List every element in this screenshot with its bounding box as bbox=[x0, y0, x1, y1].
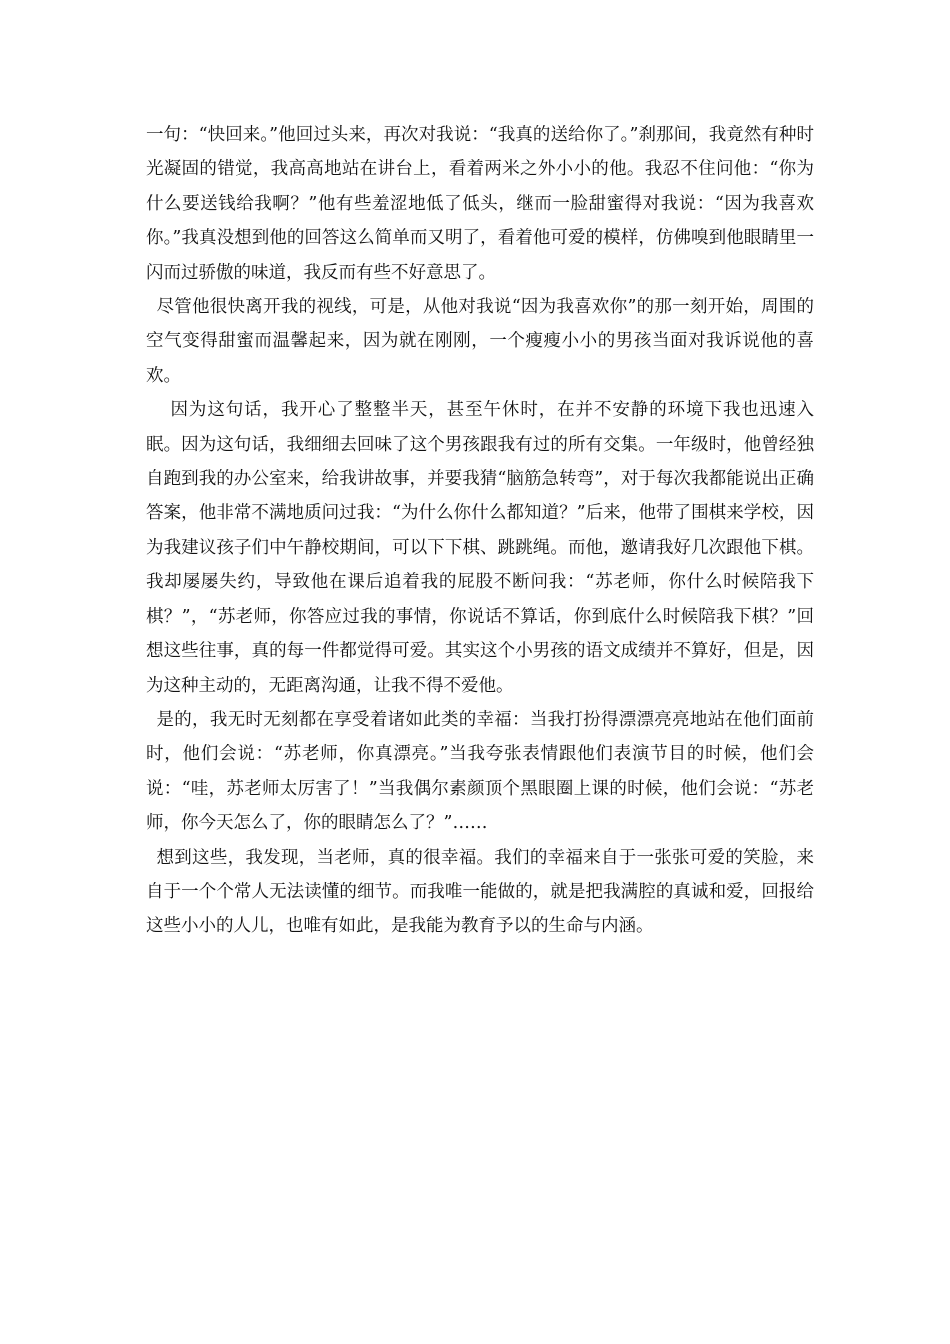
paragraph-3: 因为这句话，我开心了整整半天，甚至午休时，在并不安静的环境下我也迅速入眠。因为这句话，我细细去回味了这个男孩跟我有过的所有交集。一年级时，他曾经独自跑到我的办公室来，给我讲故事，并要我猜“脑筋急转弯”，对于每次我都能说出正确答案，他非常不满地质问过我：“为什么你什么都知道？”后来，他带了围棋来学校，因为我建议孩子们中午静校期间，可以下下棋、跳跳绳。而他，邀请我好几次跟他下棋。我却屡屡失约，导致他在课后追着我的屁股不断问我：“苏老师，你什么时候陪我下棋？”，“苏老师，你答应过我的事情，你说话不算话，你到底什么时候陪我下棋？”回想这些往事，真的每一件都觉得可爱。其实这个小男孩的语文成绩并不算好，但是，因为这种主动的，无距离沟通，让我不得不爱他。 bbox=[146, 400, 814, 696]
paragraph-1: 一句：“快回来。”他回过头来，再次对我说：“我真的送给你了。”刹那间，我竟然有种时光凝固的错觉，我高高地站在讲台上，看着两米之外小小的他。我忍不住问他：“你为什么要送钱给我啊？”他有些羞涩地低了低头，继而一脸甜蜜得对我说：“因为我喜欢你。”我真没想到他的回答这么简单而又明了，看着他可爱的模样，仿佛嗅到他眼睛里一闪而过骄傲的味道，我反而有些不好意思了。 bbox=[146, 125, 814, 283]
paragraph-5: 想到这些，我发现，当老师，真的很幸福。我们的幸福来自于一张张可爱的笑脸，来自于一个个常人无法读懂的细节。而我唯一能做的，就是把我满腔的真诚和爱，回报给这些小小的人儿，也唯有如此，是我能为教育予以的生命与内涵。 bbox=[146, 847, 814, 937]
paragraph-4: 是的，我无时无刻都在享受着诸如此类的幸福：当我打扮得漂漂亮亮地站在他们面前时，他们会说：“苏老师，你真漂亮。”当我夸张表情跟他们表演节目的时候，他们会说：“哇，苏老师太厉害了！”当我偶尔素颜顶个黑眼圈上课的时候，他们会说：“苏老师，你今天怎么了，你的眼睛怎么了？”…… bbox=[146, 709, 814, 834]
document-body bbox=[146, 118, 814, 944]
paragraph-2: 尽管他很快离开我的视线，可是，从他对我说“因为我喜欢你”的那一刻开始，周围的空气变得甜蜜而温馨起来，因为就在刚刚，一个瘦瘦小小的男孩当面对我诉说他的喜欢。 bbox=[146, 297, 814, 386]
